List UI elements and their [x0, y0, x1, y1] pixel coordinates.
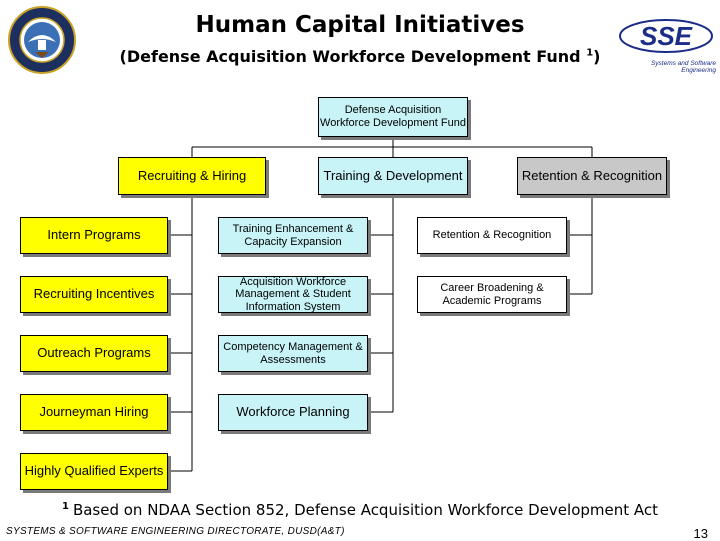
- sse-tagline: Systems and Software Engineering: [650, 60, 716, 74]
- item-acquisition-workforce-mgmt: Acquisition Workforce Management & Student Information System: [218, 276, 368, 313]
- column-header-recruiting: Recruiting & Hiring: [118, 157, 266, 195]
- item-journeyman-hiring: Journeyman Hiring: [20, 394, 168, 431]
- item-intern-programs: Intern Programs: [20, 217, 168, 254]
- item-retention-recognition: Retention & Recognition: [417, 217, 567, 254]
- subtitle-close: ): [593, 47, 601, 66]
- item-outreach-programs: Outreach Programs: [20, 335, 168, 372]
- item-competency-management: Competency Management & Assessments: [218, 335, 368, 372]
- item-training-enhancement: Training Enhancement & Capacity Expansion: [218, 217, 368, 254]
- item-highly-qualified-experts: Highly Qualified Experts: [20, 453, 168, 490]
- column-header-training: Training & Development: [318, 157, 468, 195]
- page-title: Human Capital Initiatives: [195, 12, 525, 38]
- item-career-broadening: Career Broadening & Academic Programs: [417, 276, 567, 313]
- footnote-text: Based on NDAA Section 852, Defense Acquisition Workforce Development Act: [72, 501, 659, 519]
- footnote-marker: 1: [61, 501, 69, 512]
- subtitle-footnote-marker: 1: [586, 47, 594, 59]
- item-recruiting-incentives: Recruiting Incentives: [20, 276, 168, 313]
- page-number: 13: [693, 526, 708, 541]
- subtitle-text: (Defense Acquisition Workforce Development Fund: [119, 47, 581, 66]
- footnote: [0, 501, 720, 519]
- column-header-retention: Retention & Recognition: [517, 157, 667, 195]
- root-node: Defense Acquisition Workforce Development Fund: [318, 97, 468, 137]
- item-workforce-planning: Workforce Planning: [218, 394, 368, 431]
- footer-directorate: SYSTEMS & SOFTWARE ENGINEERING DIRECTORATE, DUSD(A&T): [6, 526, 345, 537]
- sse-brand-text: SSE: [639, 21, 693, 51]
